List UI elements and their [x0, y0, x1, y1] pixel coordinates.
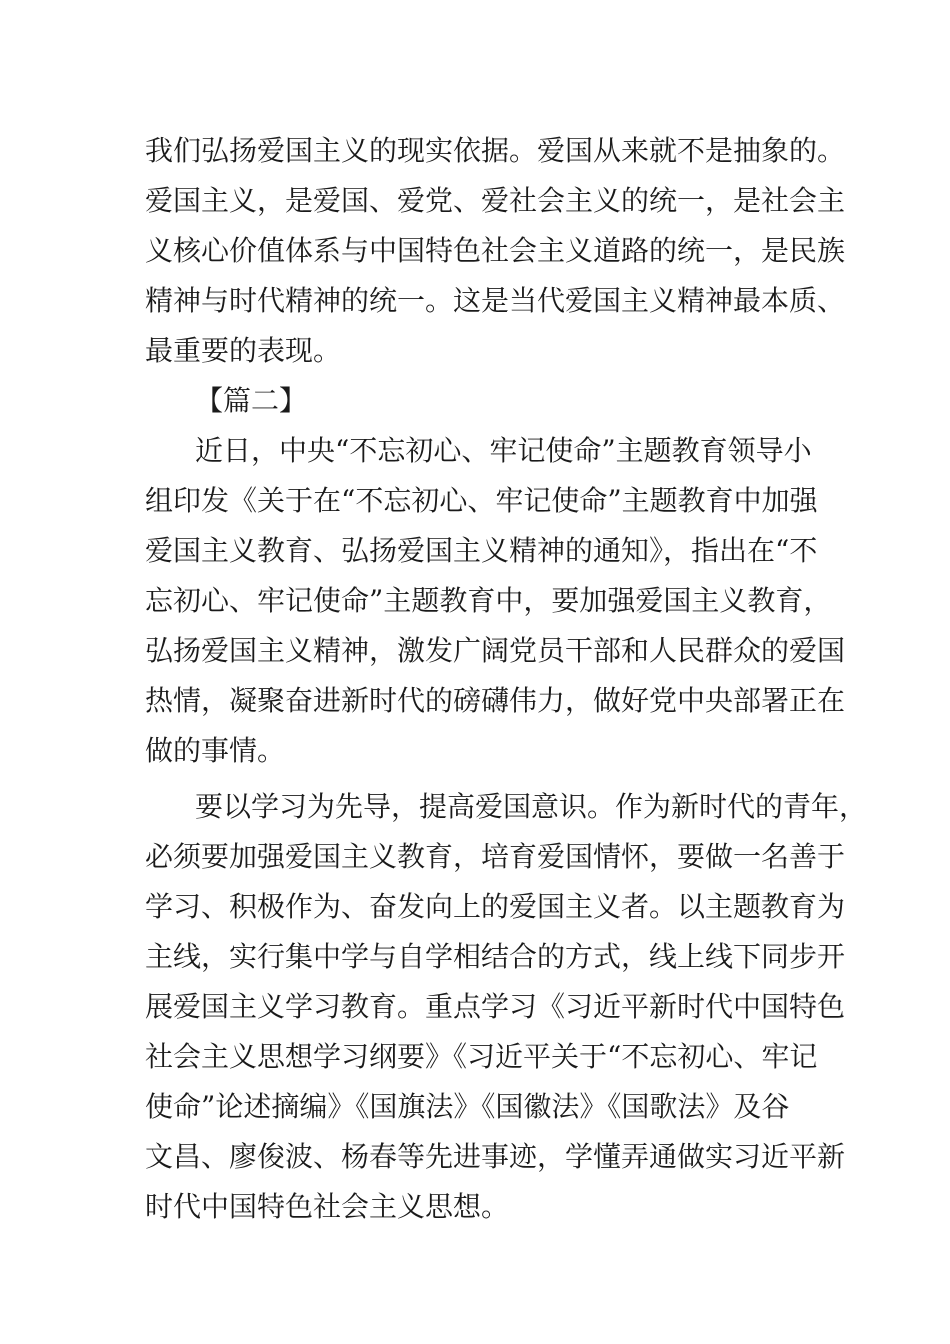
- text-line: 必须要加强爱国主义教育，培育爱国情怀，要做一名善于: [145, 840, 846, 873]
- text-line: 义核心价值体系与中国特色社会主义道路的统一，是民族: [145, 234, 846, 267]
- text-line: 学习、积极作为、奋发向上的爱国主义者。以主题教育为: [145, 890, 846, 923]
- text-line: 使命”论述摘编》《国旗法》《国徽法》《国歌法》及谷: [145, 1090, 790, 1123]
- text-line: 我们弘扬爱国主义的现实依据。爱国从来就不是抽象的。: [145, 134, 846, 167]
- text-line: 热情，凝聚奋进新时代的磅礴伟力，做好党中央部署正在: [145, 684, 846, 717]
- text-line: 近日，中央“不忘初心、牢记使命”主题教育领导小: [195, 434, 812, 467]
- text-line: 展爱国主义学习教育。重点学习《习近平新时代中国特色: [145, 990, 846, 1023]
- text-line: 最重要的表现。: [145, 334, 342, 367]
- text-line: 弘扬爱国主义精神，激发广阔党员干部和人民群众的爱国: [145, 634, 846, 667]
- text-line: 忘初心、牢记使命”主题教育中，要加强爱国主义教育，: [145, 584, 832, 617]
- text-line: 做的事情。: [145, 734, 286, 767]
- text-line: 组印发《关于在“不忘初心、牢记使命”主题教育中加强: [145, 484, 818, 517]
- text-line: 爱国主义，是爱国、爱党、爱社会主义的统一，是社会主: [145, 184, 846, 217]
- document-body: [145, 126, 868, 1232]
- text-line: 精神与时代精神的统一。这是当代爱国主义精神最本质、: [145, 284, 846, 317]
- text-line: 文昌、廖俊波、杨春等先进事迹，学懂弄通做实习近平新: [145, 1140, 846, 1173]
- text-line: 主线，实行集中学与自学相结合的方式，线上线下同步开: [145, 940, 846, 973]
- section-heading: 【篇二】: [195, 384, 308, 417]
- text-line: 要以学习为先导，提高爱国意识。作为新时代的青年，: [195, 790, 868, 823]
- text-line: 爱国主义教育、弘扬爱国主义精神的通知》，指出在“不: [145, 534, 818, 567]
- text-line: 时代中国特色社会主义思想。: [145, 1190, 510, 1223]
- text-line: 社会主义思想学习纲要》《习近平关于“不忘初心、牢记: [145, 1040, 818, 1073]
